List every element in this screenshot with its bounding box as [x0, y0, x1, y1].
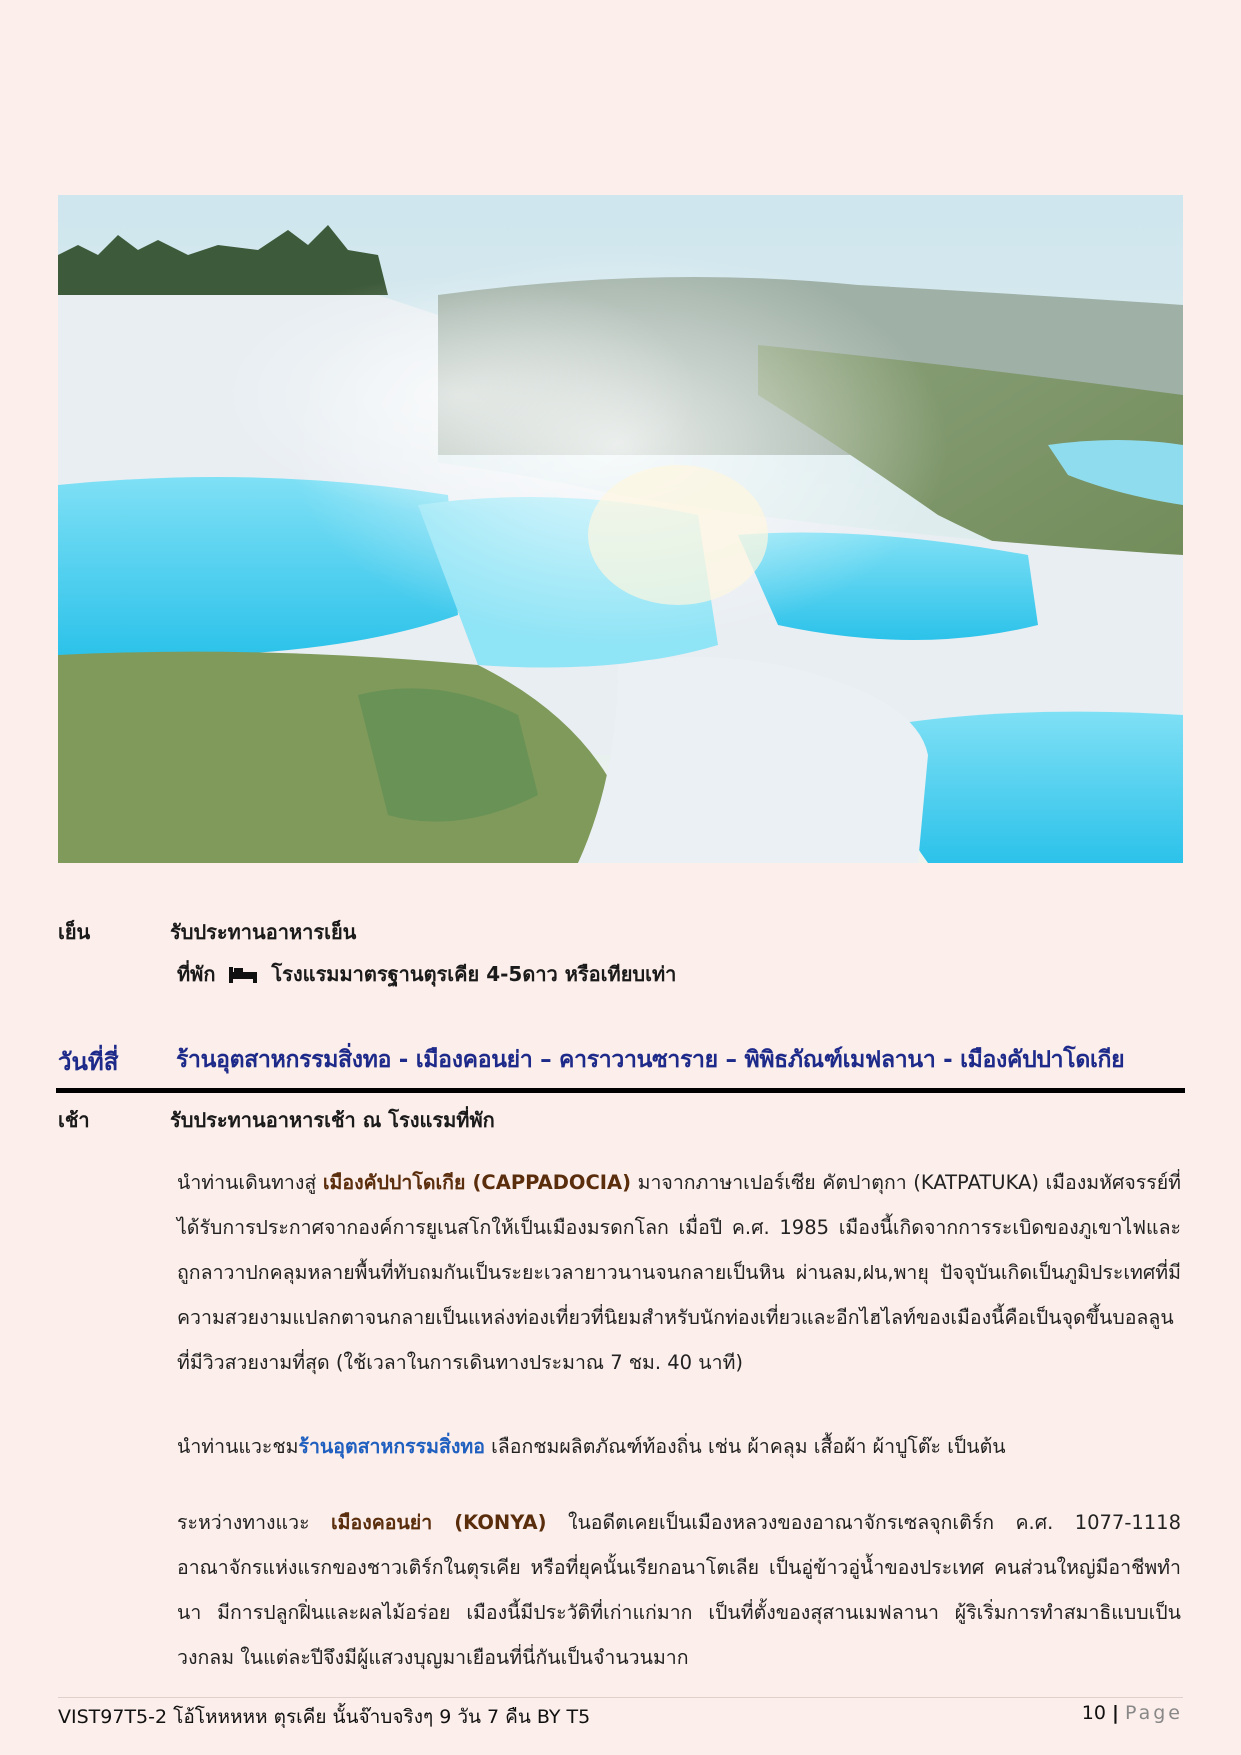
- footer-page: [1082, 1702, 1183, 1724]
- breakfast-label: เช้า: [58, 1108, 90, 1132]
- para2-post: เลือกชมผลิตภัณฑ์ท้องถิ่น เช่น ผ้าคลุม เสื้อผ้า ผ้าปูโต๊ะ เป็นต้น: [484, 1435, 1006, 1458]
- bed-icon: [228, 964, 258, 982]
- day-label: วันที่สี่: [58, 1048, 119, 1076]
- hotel-row: [177, 958, 676, 990]
- footer-program-code: VIST97T5-2 โอ้โหหหหห ตุรเคีย นั้นจ๊าบจริงๆ 9 วัน 7 คืน BY T5: [58, 1706, 591, 1728]
- textile-highlight: ร้านอุตสาหกรรมสิ่งทอ: [298, 1435, 485, 1458]
- para1-post: มาจากภาษาเปอร์เซีย คัตปาตุกา (KATPATUKA) เมืองมหัศจรรย์ที่ได้รับการประกาศจากองค์การยูเนสโกให้เป็นเมืองมรดกโลก เมื่อปี ค.ศ. 1985 เมืองนี้เกิดจากการระเบิดของภูเขาไฟและถูกลาวาปกคลุมหลายพื้นที่ทับถมกันเป็นระยะเวลายาวนานจนกลายเป็นหิน ผ่านลม,ฝน,พายุ ปัจจุบันเกิดเป็นภูมิประเทศที่มีความสวยงามแปลกตาจนกลายเป็นแหล่งท่องเที่ยวที่นิยมสำหรับนักท่องเที่ยวและอีกไฮไลท์ของเมืองนี้คือเป็นจุดขึ้นบอลลูนที่มีวิวสวยงามที่สุด (ใช้เวลาในการเดินทางประมาณ 7 ชม. 40 นาที): [177, 1171, 1182, 1374]
- para2-pre: นำท่านแวะชม: [177, 1435, 299, 1458]
- cappadocia-highlight: เมืองคัปปาโดเกีย (CAPPADOCIA): [322, 1171, 632, 1194]
- konya-paragraph: [177, 1500, 1181, 1680]
- pamukkale-illustration: [58, 195, 1183, 863]
- konya-highlight: เมืองคอนย่า (KONYA): [330, 1511, 547, 1534]
- pamukkale-photo: [58, 195, 1183, 863]
- day-title: ร้านอุตสาหกรรมสิ่งทอ - เมืองคอนย่า – คาราวานซาราย – พิพิธภัณฑ์เมฟลานา - เมืองคัปปาโดเกีย: [176, 1047, 1125, 1073]
- para3-post: ในอดีตเคยเป็นเมืองหลวงของอาณาจักรเซลจุกเติร์ก ค.ศ. 1077-1118 อาณาจักรแห่งแรกของชาวเติร์กในตุรเคีย หรือที่ยุคนั้นเรียกอนาโตเลีย เป็นอู่ข้าวอู่น้ำของประเทศ คนส่วนใหญ่มีอาชีพทำนา มีการปลูกฝิ่นและผลไม้อร่อย เมืองนี้มีประวัติที่เก่าแก่มาก เป็นที่ตั้งของสุสานเมฟลานา ผู้ริเริ่มการทำสมาธิแบบเป็นวงกลม ในแต่ละปีจึงมีผู้แสวงบุญมาเยือนที่นี่กันเป็นจำนวนมาก: [177, 1511, 1181, 1669]
- page-number: 10: [1081, 1702, 1106, 1724]
- page-separator: |: [1112, 1702, 1119, 1724]
- para1-pre: นำท่านเดินทางสู่: [177, 1171, 323, 1194]
- heading-divider: [56, 1088, 1185, 1093]
- footer-divider: [58, 1697, 1183, 1698]
- dinner-text: รับประทานอาหารเย็น: [170, 920, 357, 944]
- cappadocia-paragraph: [177, 1160, 1181, 1385]
- hotel-label: ที่พัก: [177, 962, 216, 986]
- textile-paragraph: [177, 1424, 1181, 1469]
- breakfast-text: รับประทานอาหารเช้า ณ โรงแรมที่พัก: [170, 1108, 495, 1132]
- page-word: Page: [1125, 1702, 1183, 1724]
- para3-pre: ระหว่างทางแวะ: [177, 1511, 331, 1534]
- dinner-label: เย็น: [58, 920, 91, 944]
- hotel-text: โรงแรมมาตรฐานตุรเคีย 4-5ดาว หรือเทียบเท่า: [271, 962, 677, 986]
